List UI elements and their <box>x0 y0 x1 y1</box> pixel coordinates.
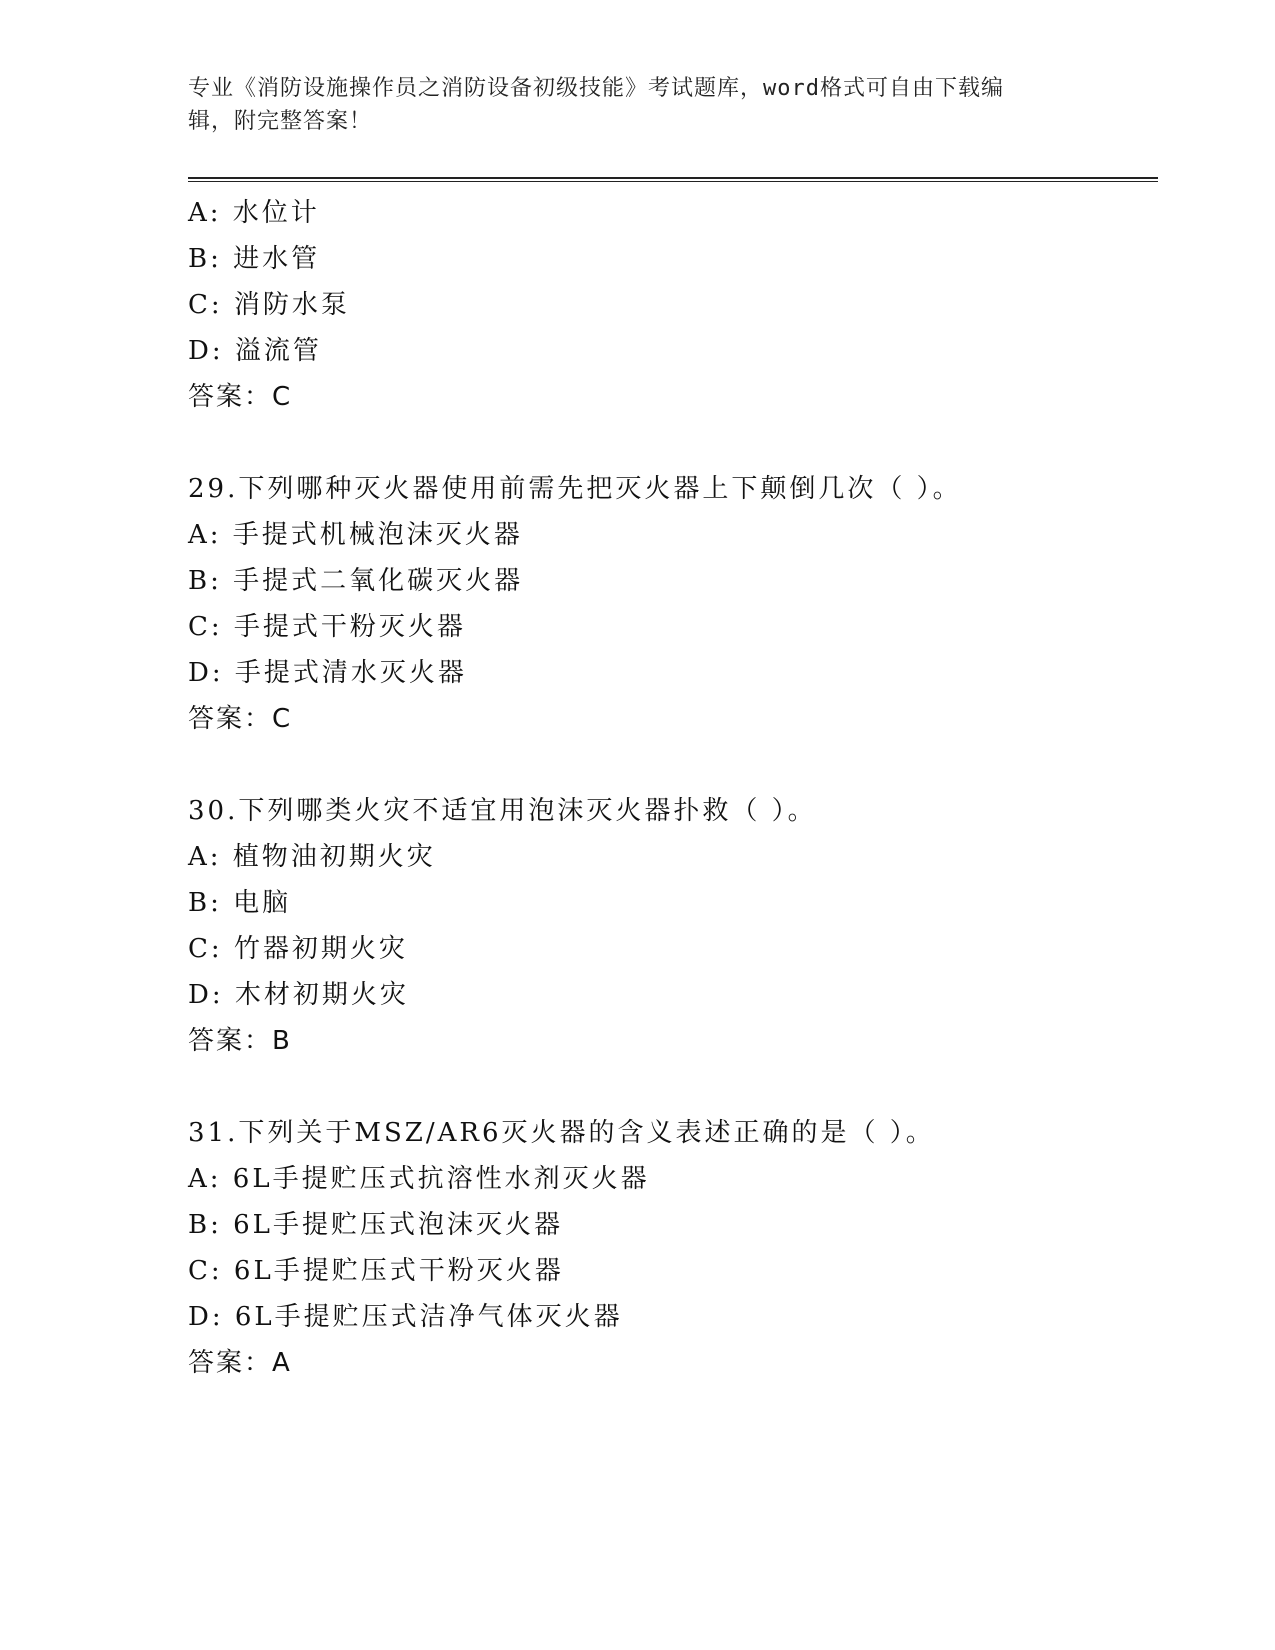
answer: 答案：B <box>188 1026 292 1056</box>
question-stem: 29.下列哪种灭火器使用前需先把灭火器上下颠倒几次（ ）。 <box>188 474 962 504</box>
option-b: B: 电脑 <box>188 888 292 918</box>
option-c: C: 手提式干粉灭火器 <box>188 612 466 642</box>
option-d: D: 溢流管 <box>188 336 322 366</box>
header-line-1: 专业《消防设施操作员之消防设备初级技能》考试题库，word格式可自由下载编 <box>188 76 1004 101</box>
question-list <box>188 190 1158 1386</box>
option-c: C: 6L手提贮压式干粉灭火器 <box>188 1256 564 1286</box>
option-b: B: 手提式二氧化碳灭火器 <box>188 566 524 596</box>
answer: 答案：C <box>188 704 293 734</box>
answer: 答案：C <box>188 382 293 412</box>
option-a: A: 植物油初期火灾 <box>188 842 436 872</box>
question-stem: 31.下列关于MSZ/AR6灭火器的含义表述正确的是（ ）。 <box>188 1118 935 1148</box>
document-header <box>188 72 1068 138</box>
answer: 答案：A <box>188 1348 292 1378</box>
option-b: B: 6L手提贮压式泡沫灭火器 <box>188 1210 563 1240</box>
question-31 <box>188 1110 1158 1386</box>
option-a: A: 水位计 <box>188 198 320 228</box>
option-a: A: 6L手提贮压式抗溶性水剂灭火器 <box>188 1164 650 1194</box>
option-c: C: 竹器初期火灾 <box>188 934 408 964</box>
header-line-2: 辑，附完整答案！ <box>188 109 373 134</box>
option-d: D: 木材初期火灾 <box>188 980 409 1010</box>
question-28-tail <box>188 190 1158 420</box>
option-a: A: 手提式机械泡沫灭火器 <box>188 520 523 550</box>
question-29 <box>188 466 1158 742</box>
header-divider <box>188 177 1158 182</box>
option-c: C: 消防水泵 <box>188 290 350 320</box>
option-b: B: 进水管 <box>188 244 321 274</box>
question-stem: 30.下列哪类火灾不适宜用泡沫灭火器扑救（ ）。 <box>188 796 817 826</box>
option-d: D: 6L手提贮压式洁净气体灭火器 <box>188 1302 623 1332</box>
option-d: D: 手提式清水灭火器 <box>188 658 467 688</box>
question-30 <box>188 788 1158 1064</box>
